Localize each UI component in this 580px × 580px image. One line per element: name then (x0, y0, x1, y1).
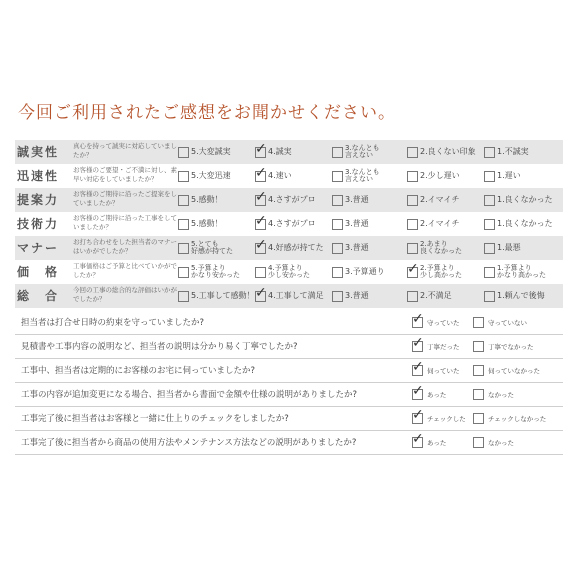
checkbox[interactable] (484, 291, 495, 302)
checkbox[interactable] (484, 147, 495, 158)
rating-option[interactable] (332, 288, 369, 304)
yes-option[interactable] (412, 431, 447, 448)
checkbox[interactable] (332, 195, 343, 206)
checkbox[interactable] (178, 291, 189, 302)
rating-option[interactable] (332, 168, 380, 184)
yes-no-option-label: チェックしなかった (488, 415, 547, 423)
checkbox[interactable] (332, 267, 343, 278)
yes-no-row (15, 359, 563, 383)
rating-question: お打ち合わせをした担当者のマナーはいかがでしたか？ (73, 238, 177, 255)
rating-option[interactable] (178, 240, 233, 256)
no-option[interactable] (473, 317, 527, 328)
rating-row (15, 164, 563, 188)
checkbox[interactable] (332, 243, 343, 254)
checkbox[interactable] (255, 188, 267, 206)
check-mark-icon: ✓ (255, 164, 267, 181)
checkbox[interactable] (255, 164, 267, 182)
yes-no-option-label: 伺っていた (427, 367, 460, 375)
rating-option-label: 1.不誠実 (497, 147, 529, 156)
checkbox[interactable] (332, 219, 343, 230)
rating-option-label: 1.良くなかった (497, 219, 553, 228)
yes-no-question: 工事の内容が追加変更になる場合、担当者から書面で金額や仕様の説明がありましたか? (21, 390, 358, 400)
rating-option[interactable] (332, 240, 369, 256)
rating-option-label: 3.予算通り (345, 267, 385, 276)
no-option[interactable] (473, 437, 514, 448)
rating-label: 価 格 (17, 265, 60, 279)
yes-no-question: 担当者は打合せ日時の約束を守っていましたか? (21, 318, 205, 328)
rating-option[interactable] (332, 216, 369, 232)
rating-option[interactable] (255, 212, 316, 232)
rating-option-label: 3.普通 (345, 219, 369, 228)
rating-option-label: 1.頼んで後悔 (497, 291, 545, 300)
rating-row (15, 140, 563, 164)
checkbox[interactable] (407, 219, 418, 230)
checkbox[interactable] (332, 147, 343, 158)
rating-option-label: 4.予算より 少し安かった (268, 263, 310, 279)
rating-option-label: 3.普通 (345, 291, 369, 300)
rating-option-label: 2.イマイチ (420, 195, 460, 204)
rating-option[interactable] (178, 144, 231, 160)
yes-no-row (15, 407, 563, 431)
rating-option-label: 3.なんとも 言えない (345, 167, 380, 183)
rating-question: 今回の工事の総合的な評価はいかがでしたか？ (73, 286, 177, 303)
rating-option-label: 4.工事して満足 (268, 291, 324, 300)
rating-option-label: 1.最悪 (497, 243, 521, 252)
yes-no-question: 工事完了後に担当者から商品の使用方法やメンテナンス方法などの説明がありましたか? (21, 438, 357, 448)
yes-no-option-label: チェックした (427, 415, 466, 423)
rating-option[interactable] (178, 288, 255, 304)
rating-option-label: 2.予算より 少し高かった (420, 263, 462, 279)
rating-option[interactable] (407, 216, 459, 232)
checkbox[interactable] (407, 243, 418, 254)
yes-no-option-label: 守っていない (488, 319, 527, 327)
checkbox[interactable] (407, 147, 418, 158)
checkbox[interactable] (412, 383, 424, 400)
rating-label: 総 合 (17, 289, 60, 303)
rating-question: 工事価格はご予算と比べていかがでしたか？ (73, 262, 177, 279)
yes-no-option-label: なかった (488, 439, 514, 447)
rating-grid (15, 140, 563, 308)
rating-option-label: 4.誠実 (268, 147, 292, 156)
checkbox[interactable] (178, 195, 189, 206)
checkbox[interactable] (484, 195, 495, 206)
checkbox[interactable] (484, 171, 495, 182)
rating-question: お客様のご要望・ご不満に対し、素早い対応をしていましたか？ (73, 166, 177, 183)
rating-option-label: 3.普通 (345, 243, 369, 252)
checkbox[interactable] (178, 219, 189, 230)
rating-question: お客様のご期待に沿ったご提案をしていましたか？ (73, 190, 177, 207)
checkbox[interactable] (332, 291, 343, 302)
rating-option-label: 1.予算より かなり高かった (497, 263, 546, 279)
yes-no-option-label: 丁寧でなかった (488, 343, 534, 351)
rating-option[interactable] (178, 192, 223, 208)
check-mark-icon: ✓ (412, 383, 424, 399)
rating-label: 技術力 (17, 217, 60, 231)
rating-option-label: 1.遅い (497, 171, 521, 180)
rating-option-label: 3.普通 (345, 195, 369, 204)
checkbox[interactable] (473, 389, 484, 400)
yes-option[interactable] (412, 359, 460, 376)
checkbox[interactable] (473, 317, 484, 328)
rating-option[interactable] (332, 144, 380, 160)
rating-option[interactable] (178, 168, 231, 184)
rating-option[interactable] (407, 168, 460, 184)
rating-option[interactable] (484, 144, 529, 160)
yes-no-row (15, 383, 563, 407)
checkbox[interactable] (255, 236, 267, 254)
rating-option[interactable] (484, 168, 521, 184)
yes-no-option-label: 伺っていなかった (488, 367, 540, 375)
rating-option-label: 5.予算より かなり安かった (191, 263, 240, 279)
rating-option[interactable] (255, 140, 292, 160)
rating-option[interactable] (407, 240, 462, 256)
yes-no-option-label: あった (427, 391, 447, 399)
check-mark-icon: ✓ (255, 212, 267, 229)
rating-option-label: 2.良くない印象 (420, 147, 476, 156)
rating-option[interactable] (484, 240, 521, 256)
checkbox[interactable] (407, 260, 419, 278)
check-mark-icon: ✓ (255, 284, 267, 301)
yes-no-option-label: 丁寧だった (427, 343, 460, 351)
rating-option[interactable] (407, 260, 462, 280)
rating-option[interactable] (332, 192, 369, 208)
checkbox[interactable] (473, 341, 484, 352)
checkbox[interactable] (178, 243, 189, 254)
yes-no-question: 工事完了後に担当者はお客様と一緒に仕上りのチェックをしましたか? (21, 414, 289, 424)
rating-row (15, 284, 563, 308)
rating-option[interactable] (484, 192, 553, 208)
rating-question: 真心を持って誠実に対応していましたか？ (73, 142, 177, 159)
yes-no-row (15, 311, 563, 335)
rating-option-label: 2.イマイチ (420, 219, 460, 228)
rating-option[interactable] (332, 264, 385, 280)
checkbox[interactable] (473, 437, 484, 448)
checkbox[interactable] (473, 365, 484, 376)
no-option[interactable] (473, 389, 514, 400)
rating-option[interactable] (178, 264, 240, 280)
rating-option-label: 2.不満足 (420, 291, 452, 300)
rating-option[interactable] (407, 288, 452, 304)
checkbox[interactable] (484, 243, 495, 254)
rating-option[interactable] (255, 236, 324, 256)
rating-label: 提案力 (17, 193, 60, 207)
yes-no-question: 工事中、担当者は定期的にお客様のお宅に伺っていましたか? (21, 366, 256, 376)
rating-row (15, 212, 563, 236)
rating-option[interactable] (255, 264, 310, 280)
yes-option[interactable] (412, 335, 460, 352)
checkbox[interactable] (473, 413, 484, 424)
no-option[interactable] (473, 413, 546, 424)
rating-option-label: 5.工事して感動！ (191, 291, 255, 300)
check-mark-icon: ✓ (412, 335, 424, 351)
check-mark-icon: ✓ (412, 311, 424, 327)
rating-option-label: 1.良くなかった (497, 195, 553, 204)
checkbox[interactable] (412, 407, 424, 424)
check-mark-icon: ✓ (255, 236, 267, 253)
rating-option[interactable] (484, 264, 546, 280)
rating-option[interactable] (255, 284, 324, 304)
rating-option-label: 5.大変迅速 (191, 171, 231, 180)
checkbox[interactable] (412, 431, 424, 448)
yes-no-section (15, 311, 563, 455)
rating-option-label: 3.なんとも 言えない (345, 143, 380, 159)
rating-option-label: 5.大変誠実 (191, 147, 231, 156)
check-mark-icon: ✓ (407, 260, 419, 277)
rating-question: お客様のご期待に沿った工事をしていましたか？ (73, 214, 177, 231)
yes-option[interactable] (412, 311, 460, 328)
rating-option-label: 5.とても 好感が持てた (191, 239, 233, 255)
rating-option-label: 2.あまり 良くなかった (420, 239, 462, 255)
checkbox[interactable] (178, 171, 189, 182)
rating-option[interactable] (255, 188, 316, 208)
checkbox[interactable] (412, 311, 424, 328)
rating-row (15, 188, 563, 212)
checkbox[interactable] (412, 335, 424, 352)
rating-option-label: 5.感動！ (191, 219, 223, 228)
checkbox[interactable] (407, 171, 418, 182)
yes-option[interactable] (412, 407, 466, 424)
rating-option-label: 4.さすがプロ (268, 219, 316, 228)
yes-no-row (15, 335, 563, 359)
check-mark-icon: ✓ (412, 431, 424, 447)
yes-option[interactable] (412, 383, 447, 400)
check-mark-icon: ✓ (255, 188, 267, 205)
yes-no-question: 見積書や工事内容の説明など、担当者の説明は分かり易く丁寧でしたか? (21, 342, 298, 352)
yes-no-row (15, 431, 563, 455)
check-mark-icon: ✓ (412, 407, 424, 423)
checkbox[interactable] (484, 219, 495, 230)
rating-option[interactable] (255, 164, 292, 184)
checkbox[interactable] (407, 195, 418, 206)
rating-option-label: 4.さすがプロ (268, 195, 316, 204)
checkbox[interactable] (412, 359, 424, 376)
rating-option-label: 4.速い (268, 171, 292, 180)
yes-no-option-label: なかった (488, 391, 514, 399)
check-mark-icon: ✓ (412, 359, 424, 375)
checkbox[interactable] (332, 171, 343, 182)
rating-label: 迅速性 (17, 169, 60, 183)
no-option[interactable] (473, 365, 540, 376)
rating-row (15, 236, 563, 260)
rating-option-label: 5.感動！ (191, 195, 223, 204)
rating-option[interactable] (407, 192, 459, 208)
rating-option[interactable] (484, 288, 545, 304)
checkbox[interactable] (484, 267, 495, 278)
yes-no-option-label: 守っていた (427, 319, 460, 327)
survey-title: 今回ご利用されたご感想をお聞かせください。 (18, 103, 396, 123)
checkbox[interactable] (178, 267, 189, 278)
no-option[interactable] (473, 341, 534, 352)
checkbox[interactable] (255, 267, 266, 278)
checkbox[interactable] (178, 147, 189, 158)
checkbox[interactable] (255, 212, 267, 230)
rating-label: マナー (17, 241, 60, 255)
checkbox[interactable] (407, 291, 418, 302)
rating-option-label: 4.好感が持てた (268, 243, 324, 252)
rating-label: 誠実性 (17, 145, 60, 159)
rating-option[interactable] (178, 216, 223, 232)
rating-row (15, 260, 563, 284)
rating-option[interactable] (484, 216, 553, 232)
yes-no-option-label: あった (427, 439, 447, 447)
checkbox[interactable] (255, 140, 267, 158)
rating-option[interactable] (407, 144, 476, 160)
check-mark-icon: ✓ (255, 140, 267, 157)
checkbox[interactable] (255, 284, 267, 302)
rating-option-label: 2.少し遅い (420, 171, 460, 180)
